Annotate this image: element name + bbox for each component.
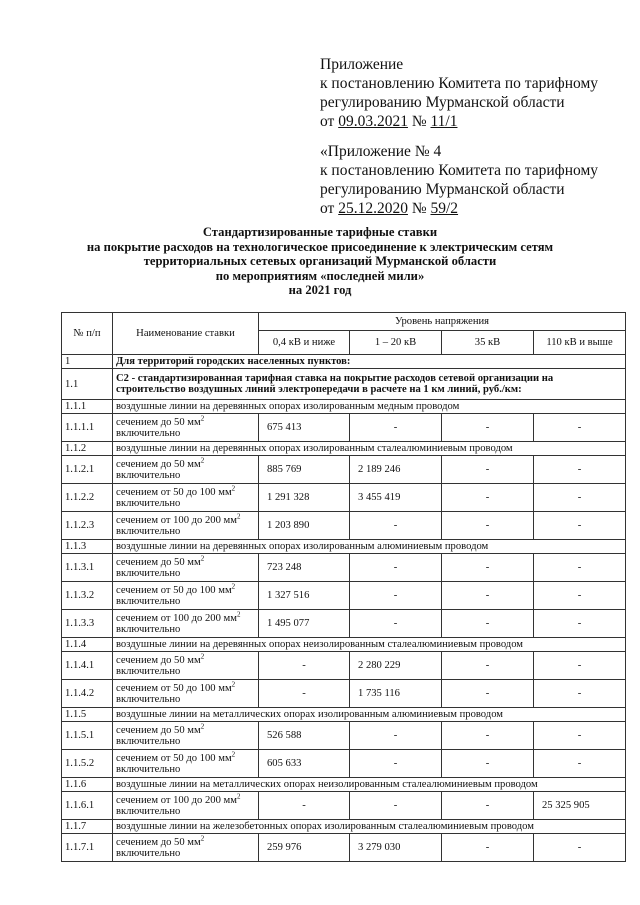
row-number: 1.1.6 [62,778,113,792]
row-number: 1.1.3.2 [62,582,113,610]
rate-value-v1: 259 976 [259,834,350,862]
rate-value-v4: - [534,834,626,862]
document-title [0,225,640,298]
appendix-header [320,55,620,131]
appendix-number: 11/1 [430,113,458,130]
rate-value-v3: - [442,834,534,862]
appendix-line1: Приложение [320,56,404,73]
rate-value-v2: - [350,722,442,750]
row-number: 1 [62,355,113,369]
rate-value-v4: - [534,610,626,638]
rate-value-v2: - [350,414,442,442]
row-span-text: воздушные линии на деревянных опорах изолированным медным проводом [113,400,626,414]
col-header-v3: 35 кВ [442,331,534,355]
title-line1: Стандартизированные тарифные ставки [202,225,438,239]
rate-value-v1: 885 769 [259,456,350,484]
col-header-name: Наименование ставки [113,313,259,355]
rate-value-v4: - [534,722,626,750]
appendix4-date-line [320,199,620,218]
title-line3: территориальных сетевых организаций Мурманской области [143,254,497,268]
rate-name: сечением от 100 до 200 $мм^2$ включительно [113,792,259,820]
row-span-text: воздушные линии на железобетонных опорах изолированным сталеалюминиевым проводом [113,820,626,834]
rate-value-v3: - [442,722,534,750]
table-row [62,456,626,484]
rate-value-v4: - [534,652,626,680]
rate-value-v2: 3 279 030 [350,834,442,862]
row-number: 1.1.4.2 [62,680,113,708]
row-span-text: воздушные линии на деревянных опорах изолированным сталеалюминиевым проводом [113,442,626,456]
appendix4-from: от [320,200,335,217]
appendix-date-line [320,112,620,131]
appendix4-number: 59/2 [430,200,459,217]
rate-name: сечением от 50 до 100 $мм^2$ включительно [113,582,259,610]
rate-name: сечением до 50 $мм^2$ включительно [113,414,259,442]
table-row [62,778,626,792]
rate-value-v4: - [534,484,626,512]
rate-value-v3: - [442,792,534,820]
rate-value-v3: - [442,652,534,680]
table-row [62,442,626,456]
row-number: 1.1.3.3 [62,610,113,638]
table-row [62,792,626,820]
col-header-voltage-level: Уровень напряжения [259,313,626,331]
row-number: 1.1.2 [62,442,113,456]
row-number: 1.1.2.2 [62,484,113,512]
table-row [62,400,626,414]
rate-value-v3: - [442,554,534,582]
rate-value-v4: - [534,750,626,778]
rate-name: сечением до 50 $мм^2$ включительно [113,834,259,862]
rate-value-v3: - [442,512,534,540]
table-row [62,554,626,582]
rate-value-v1: 1 327 516 [259,582,350,610]
rate-value-v1: - [259,792,350,820]
rate-value-v1: 526 588 [259,722,350,750]
rate-value-v1: - [259,652,350,680]
rate-value-v1: 1 291 328 [259,484,350,512]
rate-name: сечением до 50 $мм^2$ включительно [113,652,259,680]
table-row [62,484,626,512]
rate-name: сечением до 50 $мм^2$ включительно [113,456,259,484]
rate-value-v1: 1 495 077 [259,610,350,638]
rate-name: сечением до 50 $мм^2$ включительно [113,722,259,750]
row-number: 1.1.7.1 [62,834,113,862]
rate-value-v3: - [442,582,534,610]
row-number: 1.1.2.1 [62,456,113,484]
rate-name: сечением от 50 до 100 $мм^2$ включительно [113,680,259,708]
row-number: 1.1.5 [62,708,113,722]
appendix4-no-sign: № [411,200,427,217]
row-number: 1.1.5.2 [62,750,113,778]
rate-value-v2: - [350,582,442,610]
table-row [62,610,626,638]
rate-value-v4: - [534,414,626,442]
rate-value-v2: - [350,554,442,582]
rate-value-v3: - [442,414,534,442]
rate-value-v3: - [442,456,534,484]
rate-value-v4: - [534,582,626,610]
col-header-v1: 0,4 кВ и ниже [259,331,350,355]
row-number: 1.1.4.1 [62,652,113,680]
appendix-date: 09.03.2021 [338,113,408,130]
row-number: 1.1.1.1 [62,414,113,442]
appendix-line3: регулированию Мурманской области [320,94,565,111]
row-span-text: С2 - стандартизированная тарифная ставка на покрытие расходов сетевой организации на строительство воздушных линий электропередачи в расчете на 1 км линий, руб./км: [113,369,626,400]
row-number: 1.1.5.1 [62,722,113,750]
appendix-no-sign: № [411,113,427,130]
table-row [62,582,626,610]
table-row [62,414,626,442]
rate-value-v3: - [442,484,534,512]
rate-name: сечением от 50 до 100 $мм^2$ включительно [113,484,259,512]
table-row [62,369,626,400]
row-number: 1.1.3.1 [62,554,113,582]
table-row [62,540,626,554]
title-line5: на 2021 год [288,283,352,297]
row-span-text: воздушные линии на металлических опорах изолированным алюминиевым проводом [113,708,626,722]
rate-value-v2: 2 280 229 [350,652,442,680]
rate-value-v2: - [350,512,442,540]
table-row [62,834,626,862]
rate-value-v3: - [442,750,534,778]
row-span-text: воздушные линии на деревянных опорах неизолированным сталеалюминиевым проводом [113,638,626,652]
rate-value-v2: 3 455 419 [350,484,442,512]
row-number: 1.1.2.3 [62,512,113,540]
appendix-from: от [320,113,335,130]
rate-value-v1: 605 633 [259,750,350,778]
rate-name: сечением до 50 $мм^2$ включительно [113,554,259,582]
table-row [62,355,626,369]
rate-value-v4: - [534,680,626,708]
row-number: 1.1 [62,369,113,400]
rate-name: сечением от 50 до 100 $мм^2$ включительно [113,750,259,778]
rate-value-v1: - [259,680,350,708]
table-body [62,355,626,862]
rate-value-v2: - [350,610,442,638]
appendix-line2: к постановлению Комитета по тарифному [320,75,599,92]
row-span-text: воздушные линии на металлических опорах неизолированным сталеалюминиевым проводом [113,778,626,792]
appendix4-date: 25.12.2020 [338,200,408,217]
appendix4-line1: «Приложение № 4 [320,143,442,160]
appendix4-line3: регулированию Мурманской области [320,181,565,198]
title-line4: по мероприятиям «последней мили» [215,268,425,283]
rate-value-v4: - [534,456,626,484]
table-row [62,638,626,652]
title-line2: на покрытие расходов на технологическое присоединение к электрическим сетям [86,239,554,254]
row-number: 1.1.3 [62,540,113,554]
rate-value-v1: 1 203 890 [259,512,350,540]
row-span-text: воздушные линии на деревянных опорах изолированным алюминиевым проводом [113,540,626,554]
appendix4-line2: к постановлению Комитета по тарифному [320,162,599,179]
rate-value-v4: 25 325 905 [534,792,626,820]
table-row [62,722,626,750]
col-header-num: № п/п [62,313,113,355]
row-number: 1.1.4 [62,638,113,652]
row-number: 1.1.7 [62,820,113,834]
table-row [62,750,626,778]
rate-value-v2: - [350,792,442,820]
rate-value-v2: 1 735 116 [350,680,442,708]
rate-value-v2: 2 189 246 [350,456,442,484]
row-span-text: Для территорий городских населенных пунктов: [113,355,626,369]
tariff-table [61,312,626,862]
rate-value-v3: - [442,610,534,638]
table-row [62,652,626,680]
row-number: 1.1.6.1 [62,792,113,820]
rate-value-v4: - [534,512,626,540]
appendix4-header [320,142,620,218]
table-row [62,708,626,722]
col-header-v2: 1 – 20 кВ [350,331,442,355]
rate-value-v3: - [442,680,534,708]
rate-name: сечением от 100 до 200 $мм^2$ включительно [113,512,259,540]
rate-name: сечением от 100 до 200 $мм^2$ включительно [113,610,259,638]
rate-value-v1: 675 413 [259,414,350,442]
rate-value-v2: - [350,750,442,778]
rate-value-v4: - [534,554,626,582]
table-row [62,680,626,708]
rate-value-v1: 723 248 [259,554,350,582]
col-header-v4: 110 кВ и выше [534,331,626,355]
row-number: 1.1.1 [62,400,113,414]
table-row [62,512,626,540]
table-row [62,820,626,834]
